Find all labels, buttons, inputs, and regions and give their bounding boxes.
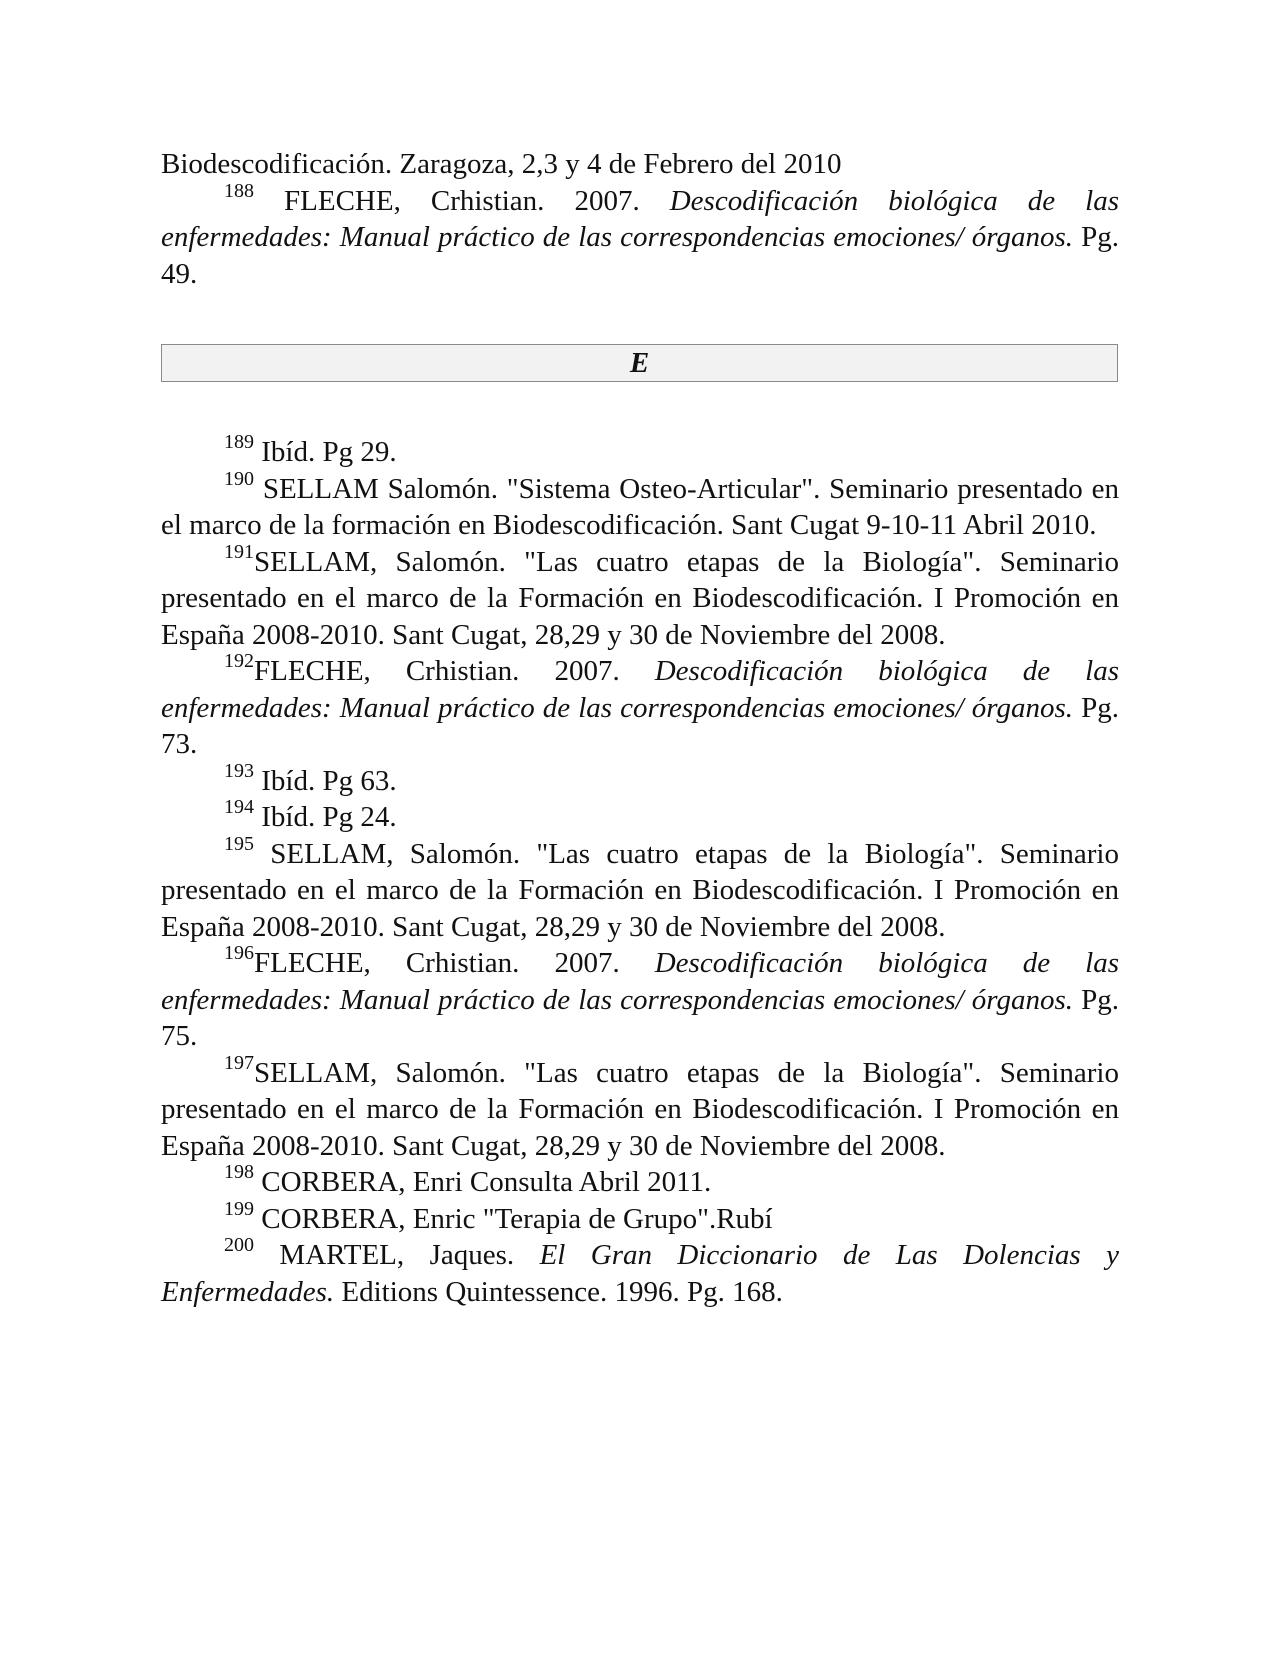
footnote-number: 191 — [224, 540, 254, 563]
footnote-number: 190 — [224, 467, 254, 490]
footnote-text: Ibíd. Pg 29. — [254, 436, 397, 468]
section-header-box — [161, 344, 1118, 382]
footnote-continuation: Biodescodificación. Zaragoza, 2,3 y 4 de Febrero del 2010 — [161, 148, 842, 180]
footnote-number: 188 — [224, 179, 254, 202]
footnote-192 — [161, 650, 1119, 763]
footnote-189 — [161, 431, 1119, 471]
footnote-text: FLECHE, Crhistian. 2007. — [254, 184, 670, 217]
footnote-list-top — [161, 179, 1120, 293]
footnote-195 — [161, 832, 1119, 946]
footnote-number: 194 — [224, 796, 254, 819]
footnote-196 — [161, 942, 1119, 1055]
footnote-193 — [161, 759, 1119, 800]
footnote-number: 196 — [224, 942, 254, 965]
footnote-191 — [161, 540, 1119, 654]
footnote-194 — [161, 796, 1119, 836]
footnote-title-italic: Descodificación biológica de las enfermedades: Manual práctico de las correspondencias emociones/ órganos. — [161, 947, 1119, 1016]
footnote-199 — [161, 1197, 1119, 1238]
footnote-number: 195 — [224, 832, 254, 855]
footnote-text-tail: Pg. 75. — [161, 983, 1119, 1052]
footnote-text: SELLAM, Salomón. "Las cuatro etapas de la Biología". Seminario presentado en el marco de la Formación en Biodescodificación. I Promoción en España 2008-2010. Sant Cugat, 28,29 y 30 de Noviembre del 2008. — [161, 545, 1119, 651]
footnote-number: 198 — [224, 1161, 254, 1184]
footnote-title-italic: Descodificación biológica de las enfermedades: Manual práctico de las correspondencias emociones/ órganos. — [161, 655, 1119, 724]
footnote-title-italic: El Gran Diccionario de Las Dolencias y Enfermedades. — [161, 1239, 1119, 1308]
footnote-number: 200 — [224, 1234, 254, 1257]
footnote-text-tail: Editions Quintessence. 1996. Pg. 168. — [334, 1275, 783, 1308]
footnote-text: Ibíd. Pg 24. — [254, 801, 397, 833]
footnote-text: FLECHE, Crhistian. 2007. — [254, 655, 655, 687]
footnote-text-tail: Pg. 49. — [161, 221, 1119, 290]
footnote-number: 193 — [224, 759, 254, 782]
footnote-text: SELLAM Salomón. "Sistema Osteo-Articular". Seminario presentado en el marco de la formación en Biodescodificación. Sant Cugat 9-10-11 Abril 2010. — [161, 472, 1119, 541]
footnote-list — [161, 431, 1119, 1310]
footnote-197 — [161, 1051, 1119, 1165]
footnote-200 — [161, 1234, 1119, 1310]
document-page — [161, 146, 1119, 1310]
footnote-text-tail: Pg. 73. — [161, 691, 1119, 760]
footnote-text: CORBERA, Enri Consulta Abril 2011. — [254, 1166, 712, 1198]
section-header-letter: E — [629, 346, 650, 379]
footnote-198 — [161, 1161, 1119, 1201]
footnote-text: MARTEL, Jaques. — [254, 1239, 540, 1271]
footnote-number: 192 — [224, 650, 254, 673]
footnote-text: SELLAM, Salomón. "Las cuatro etapas de la Biología". Seminario presentado en el marco de la Formación en Biodescodificación. I Promoción en España 2008-2010. Sant Cugat, 28,29 y 30 de Noviembre del 2008. — [161, 1056, 1119, 1162]
footnote-title-italic: Descodificación biológica de las enfermedades: Manual práctico de las correspondencias emociones/ órganos. — [161, 184, 1120, 253]
footnote-number: 199 — [224, 1197, 254, 1220]
footnote-text: CORBERA, Enric "Terapia de Grupo".Rubí — [254, 1202, 773, 1235]
footnote-number: 197 — [224, 1051, 254, 1074]
footnote-number: 189 — [224, 431, 254, 454]
footnote-text: Ibíd. Pg 63. — [254, 764, 397, 797]
footnote-188 — [161, 179, 1120, 293]
footnote-190 — [161, 467, 1119, 544]
footnote-text: SELLAM, Salomón. "Las cuatro etapas de la Biología". Seminario presentado en el marco de la Formación en Biodescodificación. I Promoción en España 2008-2010. Sant Cugat, 28,29 y 30 de Noviembre del 2008. — [161, 837, 1119, 943]
footnote-text: FLECHE, Crhistian. 2007. — [254, 947, 655, 979]
